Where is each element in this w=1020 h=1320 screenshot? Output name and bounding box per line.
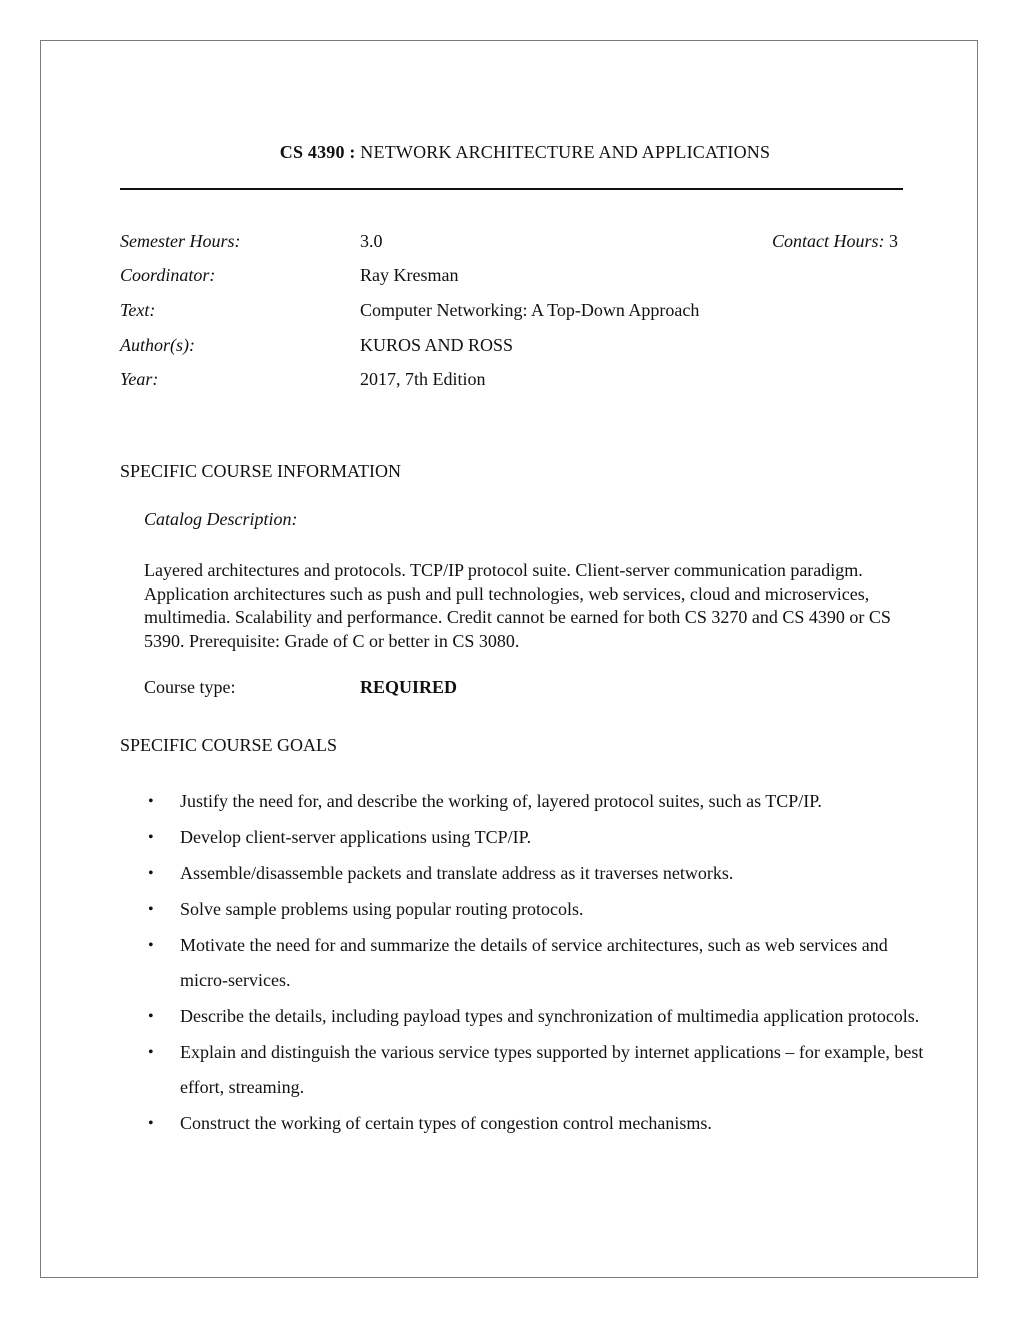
goal-text: Justify the need for, and describe the working of, layered protocol suites, such as TCP/IP. <box>180 791 822 811</box>
bullet-icon: • <box>148 793 154 810</box>
bullet-icon: • <box>148 937 154 954</box>
text-label: Text: <box>120 300 156 320</box>
contact-hours-label: Contact Hours: <box>772 231 885 251</box>
specific-info-heading: SPECIFIC COURSE INFORMATION <box>120 461 402 481</box>
bullet-icon: • <box>148 1008 154 1025</box>
goal-item <box>120 820 930 855</box>
goal-text: Assemble/disassemble packets and translate address as it traverses networks. <box>180 863 734 883</box>
goal-item <box>120 784 930 819</box>
title-divider <box>120 188 903 190</box>
coordinator-label: Coordinator: <box>120 265 216 285</box>
bullet-icon: • <box>148 1115 154 1132</box>
bullet-icon: • <box>148 901 154 918</box>
text-value: Computer Networking: A Top-Down Approach <box>360 300 700 320</box>
year-value: 2017, 7th Edition <box>360 369 486 389</box>
bullet-icon: • <box>148 865 154 882</box>
catalog-description-label: Catalog Description: <box>144 509 298 529</box>
goal-text: Develop client-server applications using TCP/IP. <box>180 827 532 847</box>
goals-heading: SPECIFIC COURSE GOALS <box>120 735 338 755</box>
goal-text: Describe the details, including payload types and synchronization of multimedia application protocols. <box>180 1006 920 1026</box>
course-code: CS 4390 : <box>279 142 356 162</box>
goal-item <box>120 892 930 927</box>
goal-text: Construct the working of certain types of congestion control mechanisms. <box>180 1113 712 1133</box>
goal-text: Motivate the need for and summarize the details of service architectures, such as web services and micro-services. <box>180 935 888 990</box>
coordinator-value: Ray Kresman <box>360 265 459 285</box>
year-label: Year: <box>120 369 159 389</box>
goal-item <box>120 1035 930 1105</box>
goal-text: Explain and distinguish the various service types supported by internet applications – for example, best effort, streaming. <box>180 1042 924 1097</box>
course-name: NETWORK ARCHITECTURE AND APPLICATIONS <box>360 142 771 162</box>
goal-item <box>120 999 930 1034</box>
catalog-description-text: Layered architectures and protocols. TCP/IP protocol suite. Client-server communication paradigm. Application architectures such as push and pull technologies, web services, cloud and microservices, multimedia. Scalability and performance. Credit cannot be earned for both CS 3270 and CS 4390 or CS 5390. Prerequisite: Grade of C or better in CS 3080. <box>144 560 891 651</box>
bullet-icon: • <box>148 1044 154 1061</box>
course-type-value: REQUIRED <box>360 677 458 697</box>
goal-text: Solve sample problems using popular routing protocols. <box>180 899 584 919</box>
goal-item <box>120 928 930 998</box>
goal-item <box>120 1106 930 1141</box>
contact-hours-value: 3 <box>889 231 898 251</box>
bullet-icon: • <box>148 829 154 846</box>
goals-list <box>120 784 930 1142</box>
contact-hours <box>772 231 898 252</box>
authors-label: Author(s): <box>120 335 195 355</box>
course-type-label: Course type: <box>144 677 236 697</box>
authors-value: KUROS AND ROSS <box>360 335 514 355</box>
semester-hours-value: 3.0 <box>360 231 383 251</box>
goal-item <box>120 856 930 891</box>
page-title <box>0 142 1020 163</box>
semester-hours-label: Semester Hours: <box>120 231 241 251</box>
